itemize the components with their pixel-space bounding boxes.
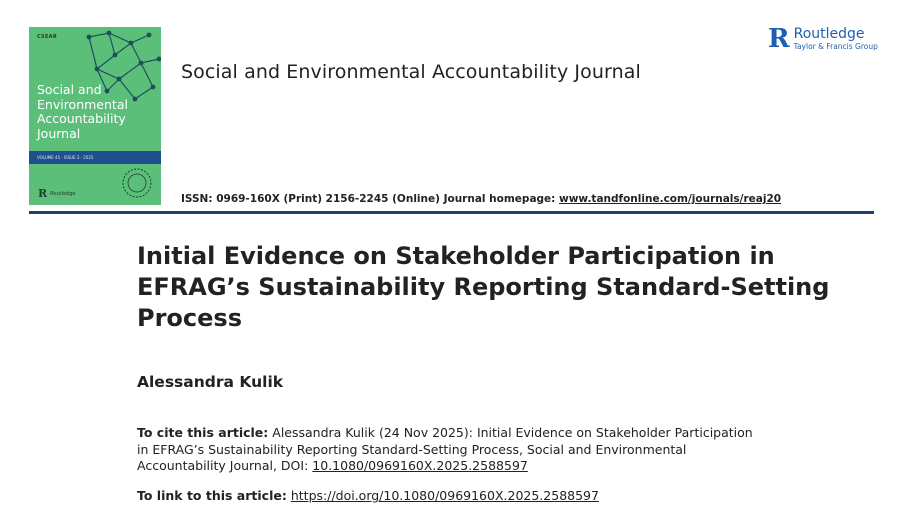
- article-author: Alessandra Kulik: [137, 373, 284, 391]
- cover-band: [29, 151, 161, 164]
- citation-text: Alessandra Kulik (24 Nov 2025): Initial Evidence on Stakeholder Participation in EFRAG’s Sustainability Reporting Standard-Setting Process, Social and Environmental Accountability Journal, DOI:: [137, 425, 753, 473]
- seal-icon: [121, 167, 153, 199]
- cover-band-text: VOLUME 45 · ISSUE 3 · 2025: [37, 155, 94, 160]
- header-divider: [29, 211, 874, 214]
- logo-text: [794, 26, 878, 52]
- article-link-label: To link to this article:: [137, 488, 287, 503]
- cover-title: Social and Environmental Accountability Journal: [37, 82, 128, 141]
- cover-publisher: [38, 187, 75, 200]
- citation-block: [137, 425, 757, 475]
- logo-name: Routledge: [793, 26, 865, 42]
- cover-publisher-mark-icon: R: [38, 187, 48, 200]
- journal-cover: [29, 27, 161, 205]
- journal-homepage-link[interactable]: www.tandfonline.com/journals/reaj20: [559, 193, 782, 205]
- cover-tag: CSEAR: [37, 34, 57, 40]
- doi-link[interactable]: 10.1080/0969160X.2025.2588597: [312, 458, 528, 473]
- article-link-line: [137, 488, 599, 503]
- routledge-logo-icon: R: [768, 24, 790, 54]
- issn-line: [181, 193, 781, 205]
- logo-subtitle: Taylor & Francis Group: [793, 42, 878, 51]
- article-title: Initial Evidence on Stakeholder Participation in EFRAG’s Sustainability Reporting Standard-Setting Process: [137, 242, 830, 332]
- journal-name: Social and Environmental Accountability Journal: [181, 61, 641, 83]
- article-url-link[interactable]: https://doi.org/10.1080/0969160X.2025.2588597: [290, 488, 599, 503]
- citation-label: To cite this article:: [137, 425, 269, 440]
- publisher-logo[interactable]: [768, 26, 878, 52]
- issn-text: ISSN: 0969-160X (Print) 2156-2245 (Online) Journal homepage:: [181, 193, 560, 205]
- cover-publisher-name: Routledge: [50, 190, 76, 197]
